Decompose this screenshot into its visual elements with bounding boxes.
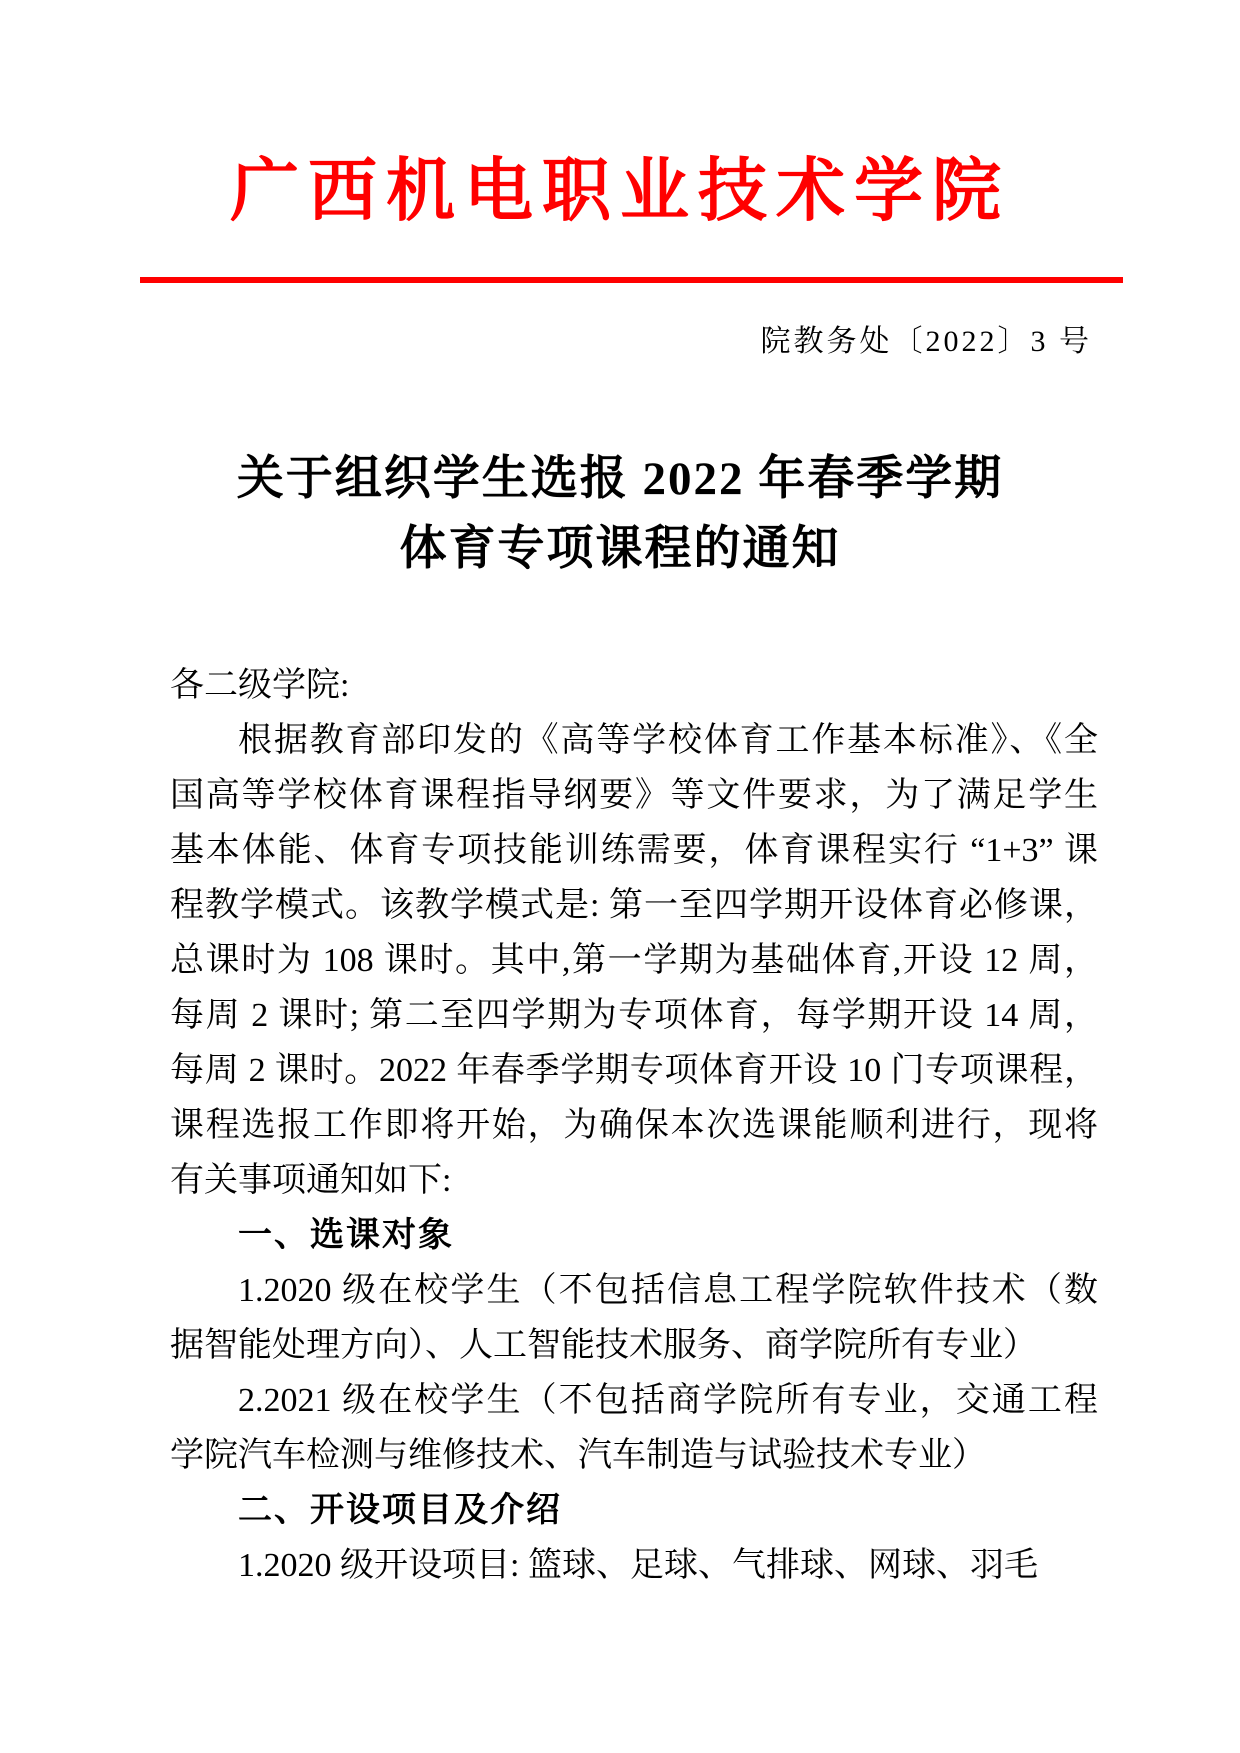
header-divider bbox=[140, 277, 1123, 283]
body-line: 2.2021 级在校学生（不包括商学院所有专业，交通工程 bbox=[238, 1382, 1098, 1419]
body-line: 每周 2 课时; 第二至四学期为专项体育，每学期开设 14 周， bbox=[170, 997, 1098, 1034]
body-line: 程教学模式。该教学模式是: 第一至四学期开设体育必修课， bbox=[170, 887, 1098, 924]
body-line: 总课时为 108 课时。其中,第一学期为基础体育,开设 12 周， bbox=[170, 942, 1098, 979]
section-heading-1: 一、选课对象 bbox=[238, 1216, 454, 1254]
body-line: 1.2020 级在校学生（不包括信息工程学院软件技术（数 bbox=[238, 1272, 1098, 1309]
notice-title-line2: 体育专项课程的通知 bbox=[399, 523, 841, 575]
notice-body bbox=[170, 658, 1098, 1593]
doc-number: 院教务处〔2022〕3 号 bbox=[760, 325, 1092, 358]
body-line: 1.2020 级开设项目: 篮球、足球、气排球、网球、羽毛 bbox=[238, 1547, 1038, 1584]
body-line: 据智能处理方向）、人工智能技术服务、商学院所有专业） bbox=[170, 1327, 1037, 1364]
notice-title-line1: 关于组织学生选报 2022 年春季学期 bbox=[236, 453, 1004, 505]
body-line: 基本体能、体育专项技能训练需要，体育课程实行 “1+3” 课 bbox=[170, 832, 1098, 869]
org-name: 广西机电职业技术学院 bbox=[230, 153, 1010, 229]
body-line: 国高等学校体育课程指导纲要》等文件要求，为了满足学生 bbox=[170, 777, 1098, 814]
body-line-salutation: 各二级学院: bbox=[170, 667, 350, 704]
notice-title bbox=[156, 444, 1084, 584]
body-line: 有关事项通知如下: bbox=[170, 1162, 452, 1199]
section-heading-2: 二、开设项目及介绍 bbox=[238, 1491, 562, 1529]
body-line: 课程选报工作即将开始，为确保本次选课能顺利进行，现将 bbox=[170, 1107, 1098, 1144]
body-line: 根据教育部印发的《高等学校体育工作基本标准》、《全 bbox=[238, 722, 1098, 759]
body-line: 每周 2 课时。2022 年春季学期专项体育开设 10 门专项课程， bbox=[170, 1052, 1098, 1089]
body-line: 学院汽车检测与维修技术、汽车制造与试验技术专业） bbox=[170, 1437, 986, 1474]
